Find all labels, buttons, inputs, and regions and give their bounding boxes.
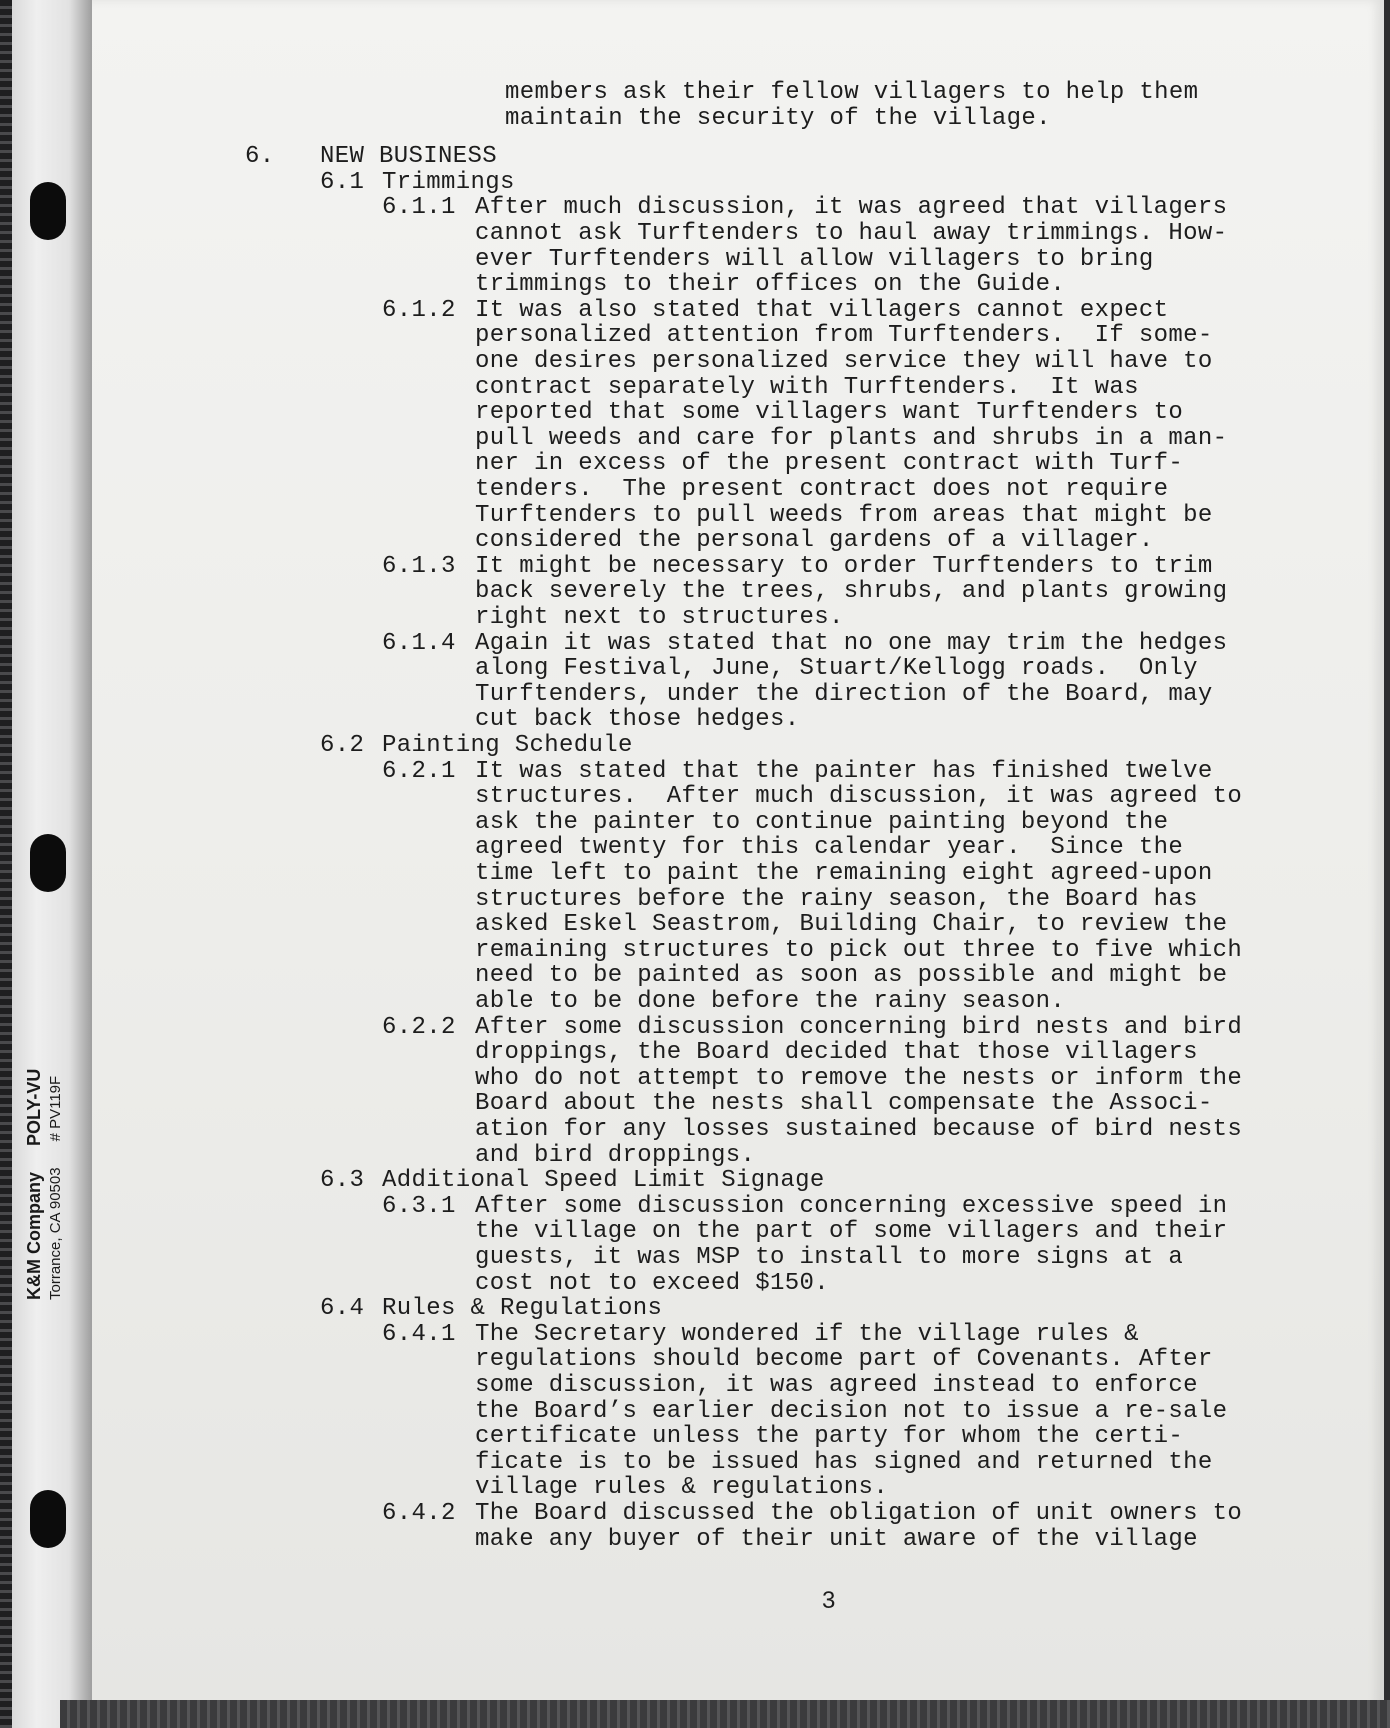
- item-text-line: make any buyer of their unit aware of the village: [475, 1525, 1198, 1553]
- item-text-line: The Board discussed the obligation of unit owners to: [475, 1500, 1243, 1527]
- item-text-line: some discussion, it was agreed instead to enforce: [475, 1372, 1198, 1399]
- item-number: 6.2.1: [382, 757, 456, 785]
- punch-hole-bottom: [30, 1490, 66, 1548]
- item-text-line: the village on the part of some villagers and their: [475, 1218, 1228, 1246]
- item-text-line: droppings, the Board decided that those villagers: [475, 1039, 1198, 1067]
- item-text-line: the Board’s earlier decision not to issue a re-sale: [475, 1397, 1228, 1425]
- item-number: 6.1.4: [382, 629, 456, 657]
- intro-line: members ask their fellow villagers to help them: [505, 79, 1199, 106]
- item-number: 6.4.2: [382, 1500, 456, 1527]
- item-number: 6.4.1: [382, 1320, 456, 1348]
- item-text-line: considered the personal gardens of a villager.: [475, 527, 1154, 555]
- item-text-line: It was also stated that villagers cannot expect: [475, 296, 1169, 324]
- item-text-line: able to be done before the rainy season.: [475, 988, 1066, 1015]
- item-text-line: pull weeds and care for plants and shrubs in a man-: [475, 424, 1228, 452]
- item-text-line: Turftenders, under the direction of the Board, may: [475, 680, 1213, 708]
- item-text-line: structures. After much discussion, it was agreed to: [475, 783, 1243, 811]
- item-text-line: After some discussion concerning bird nests and bird: [475, 1013, 1243, 1041]
- item-text-line: cannot ask Turftenders to haul away trimmings. How-: [475, 220, 1228, 247]
- section-title: NEW BUSINESS: [320, 143, 498, 171]
- protector-bottom-edge: [60, 1700, 1390, 1728]
- item-text-line: It might be necessary to order Turftenders to trim: [475, 552, 1213, 580]
- item-text-line: one desires personalized service they will have to: [475, 348, 1213, 375]
- item-text-line: trimmings to their offices on the Guide.: [475, 271, 1066, 299]
- item-text-line: time left to paint the remaining eight agreed-upon: [475, 860, 1213, 887]
- item-number: 6.1.3: [382, 552, 456, 580]
- item-text-line: ficate is to be issued has signed and returned the: [475, 1448, 1213, 1476]
- page-number: 3: [822, 1587, 836, 1614]
- item-text-line: Turftenders to pull weeds from areas that might be: [475, 501, 1213, 529]
- document-page: [92, 0, 1384, 1710]
- item-text-line: right next to structures.: [475, 604, 844, 631]
- brand-product: POLY-VU: [24, 1068, 44, 1146]
- item-text-line: remaining structures to pick out three to five which: [475, 936, 1243, 964]
- strip-edge: [0, 0, 12, 1728]
- subsection-number: 6.1: [320, 168, 365, 196]
- brand-address: Torrance, CA 90503: [47, 1167, 64, 1300]
- item-text-line: It was stated that the painter has finished twelve: [475, 757, 1213, 785]
- item-number: 6.2.2: [382, 1013, 456, 1041]
- punch-hole-top: [30, 182, 66, 240]
- item-text-line: agreed twenty for this calendar year. Since the: [475, 834, 1184, 862]
- item-text-line: The Secretary wondered if the village rules &: [475, 1320, 1139, 1348]
- item-text-line: cut back those hedges.: [475, 706, 800, 734]
- item-number: 6.3.1: [382, 1192, 456, 1220]
- subsection-title: Painting Schedule: [382, 732, 633, 759]
- item-text-line: guests, it was MSP to install to more signs at a: [475, 1244, 1184, 1271]
- item-text-line: ner in excess of the present contract with Turf-: [475, 450, 1184, 478]
- item-text-line: need to be painted as soon as possible and might be: [475, 962, 1228, 990]
- subsection-number: 6.4: [320, 1295, 365, 1323]
- item-text-line: who do not attempt to remove the nests or inform the: [475, 1064, 1243, 1092]
- item-text-line: structures before the rainy season, the Board has: [475, 885, 1198, 913]
- item-number: 6.1.1: [382, 194, 456, 222]
- item-text-line: After much discussion, it was agreed that villagers: [475, 194, 1228, 222]
- item-text-line: cost not to exceed $150.: [475, 1269, 830, 1297]
- item-text-line: ation for any losses sustained because of bird nests: [475, 1116, 1243, 1143]
- subsection-title: Additional Speed Limit Signage: [382, 1167, 825, 1195]
- brand-company: K&M Company: [24, 1171, 44, 1300]
- item-text-line: tenders. The present contract does not require: [475, 476, 1169, 503]
- item-text-line: ever Turftenders will allow villagers to bring: [475, 245, 1154, 273]
- subsection-title: Trimmings: [382, 168, 515, 196]
- brand-part-number: # PV119F: [47, 1075, 64, 1142]
- item-text-line: contract separately with Turftenders. It was: [475, 373, 1139, 401]
- subsection-title: Rules & Regulations: [382, 1295, 663, 1323]
- section-number: 6.: [245, 143, 275, 171]
- item-text-line: along Festival, June, Stuart/Kellogg roads. Only: [475, 655, 1198, 683]
- item-text-line: reported that some villagers want Turftenders to: [475, 399, 1184, 427]
- item-text-line: asked Eskel Seastrom, Building Chair, to review the: [475, 911, 1228, 939]
- subsection-number: 6.2: [320, 732, 365, 759]
- item-text-line: regulations should become part of Covenants. After: [475, 1346, 1213, 1374]
- item-number: 6.1.2: [382, 296, 456, 324]
- item-text-line: After some discussion concerning excessive speed in: [475, 1192, 1228, 1220]
- item-text-line: personalized attention from Turftenders. If some-: [475, 322, 1213, 350]
- item-text-line: village rules & regulations.: [475, 1474, 889, 1502]
- item-text-line: back severely the trees, shrubs, and plants growing: [475, 578, 1228, 606]
- intro-line: maintain the security of the village.: [505, 104, 1051, 132]
- item-text-line: certificate unless the party for whom the certi-: [475, 1423, 1184, 1451]
- item-text-line: ask the painter to continue painting beyond the: [475, 808, 1169, 836]
- item-text-line: Again it was stated that no one may trim the hedges: [475, 629, 1228, 657]
- subsection-number: 6.3: [320, 1167, 365, 1195]
- item-text-line: Board about the nests shall compensate the Associ-: [475, 1090, 1213, 1118]
- sheet-protector-binding-strip: [0, 0, 92, 1728]
- punch-hole-middle: [30, 834, 66, 892]
- item-text-line: and bird droppings.: [475, 1141, 756, 1169]
